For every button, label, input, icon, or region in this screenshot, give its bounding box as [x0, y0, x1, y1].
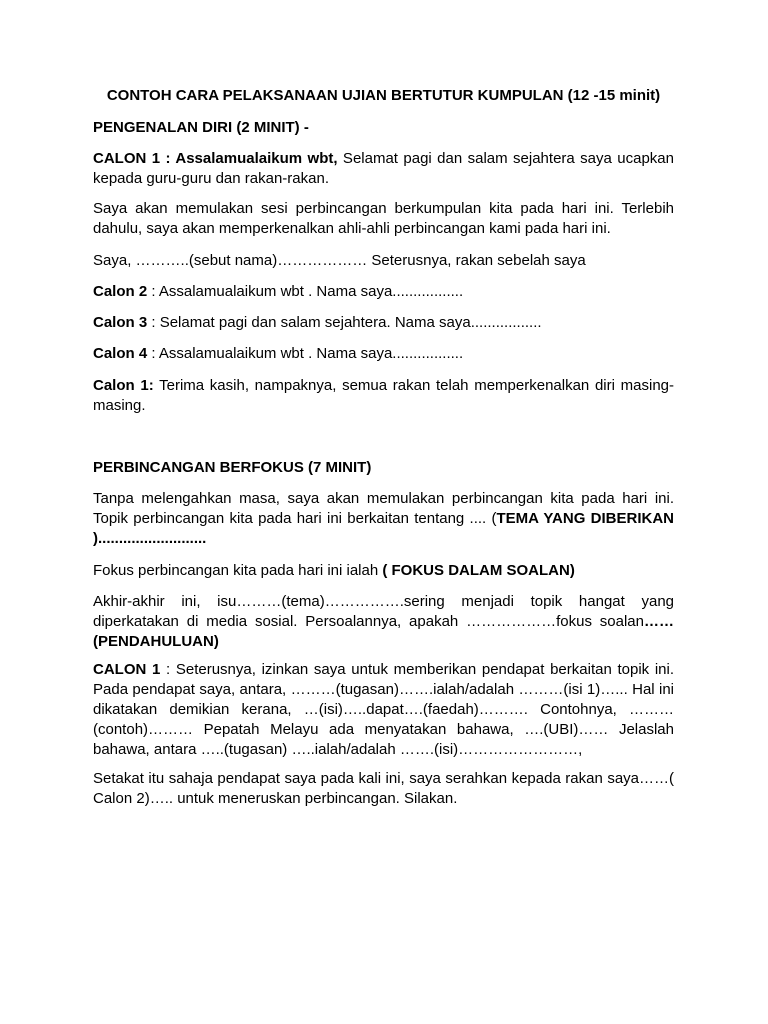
paragraph-handover: Setakat itu sahaja pendapat saya pada kali ini, saya serahkan kepada rakan saya……( Calon 2)….. untuk meneruskan perbincangan. Silakan. — [93, 770, 674, 807]
calon1-label: CALON 1 : Assalamualaikum wbt, — [93, 150, 338, 167]
paragraph-calon4 — [93, 344, 674, 364]
calon1-greeting-text: Selamat pagi dan salam sejahtera saya ucapkan kepada guru-guru dan rakan-rakan. — [93, 150, 674, 187]
calon2-text: : Assalamualaikum wbt . Nama saya................. — [147, 283, 464, 300]
section-heading-introduction: PENGENALAN DIRI (2 MINIT) - — [93, 119, 309, 136]
section-heading-discussion: PERBINCANGAN BERFOKUS (7 MINIT) — [93, 459, 372, 476]
paragraph-session-intro: Saya akan memulakan sesi perbincangan berkumpulan kita pada hari ini. Terlebih dahulu, saya akan memperkenalkan ahli-ahli perbincangan kami pada hari ini. — [93, 200, 674, 237]
calon3-label: Calon 3 — [93, 314, 148, 331]
calon1-opinion-text: : Seterusnya, izinkan saya untuk memberikan pendapat berkaitan topik ini. Pada pendapat saya, antara, ………(tugasan)…….ialah/adalah ………(isi 1)…... Hal ini dikatakan demikian kerana, …(isi)…..dapat….(faedah)………. Contohnya, ………(contoh)……… Pepatah Melayu ada menyatakan bahawa, ….(UBI)…… Jelaslah bahawa, antara …..(tugasan) …..ialah/adalah …….(isi)……………………, — [93, 661, 674, 758]
calon1-opinion-label: CALON 1 — [93, 661, 161, 678]
paragraph-self-name: Saya, ………..(sebut nama)……………… Seterusnya, rakan sebelah saya — [93, 252, 586, 269]
topic-text: Tanpa melengahkan masa, saya akan memulakan perbincangan kita pada hari ini. Topik perbincangan kita pada hari ini berkaitan tentang .... ( — [93, 490, 674, 527]
calon2-label: Calon 2 — [93, 283, 148, 300]
paragraph-calon1-opinion — [93, 660, 674, 760]
paragraph-calon3 — [93, 313, 674, 333]
issue-text: Akhir-akhir ini, isu………(tema)…………….sering menjadi topik hangat yang diperkatakan di media sosial. Persoalannya, apakah ………………fokus soalan — [93, 593, 674, 630]
calon3-text: : Selamat pagi dan salam sejahtera. Nama saya................. — [147, 314, 542, 331]
calon1-closing-label: Calon 1: — [93, 377, 154, 394]
topic-theme: TEMA YANG DIBERIKAN ).......................... — [93, 510, 674, 547]
calon4-label: Calon 4 — [93, 345, 148, 362]
paragraph-calon2 — [93, 282, 674, 302]
focus-text: Fokus perbincangan kita pada hari ini ialah — [93, 562, 383, 579]
issue-bold: ……(PENDAHULUAN) — [93, 613, 674, 650]
paragraph-focus — [93, 561, 674, 581]
paragraph-topic — [93, 489, 674, 549]
calon1-closing-text: Terima kasih, nampaknya, semua rakan telah memperkenalkan diri masing-masing. — [93, 377, 674, 414]
paragraph-calon1-greeting — [93, 149, 674, 189]
calon4-text: : Assalamualaikum wbt . Nama saya................. — [147, 345, 464, 362]
paragraph-calon1-closing — [93, 376, 674, 416]
document-title: CONTOH CARA PELAKSANAAN UJIAN BERTUTUR KUMPULAN (12 -15 minit) — [106, 87, 661, 104]
paragraph-introduction-issue — [93, 592, 674, 652]
focus-bold: ( FOKUS DALAM SOALAN) — [382, 562, 575, 579]
